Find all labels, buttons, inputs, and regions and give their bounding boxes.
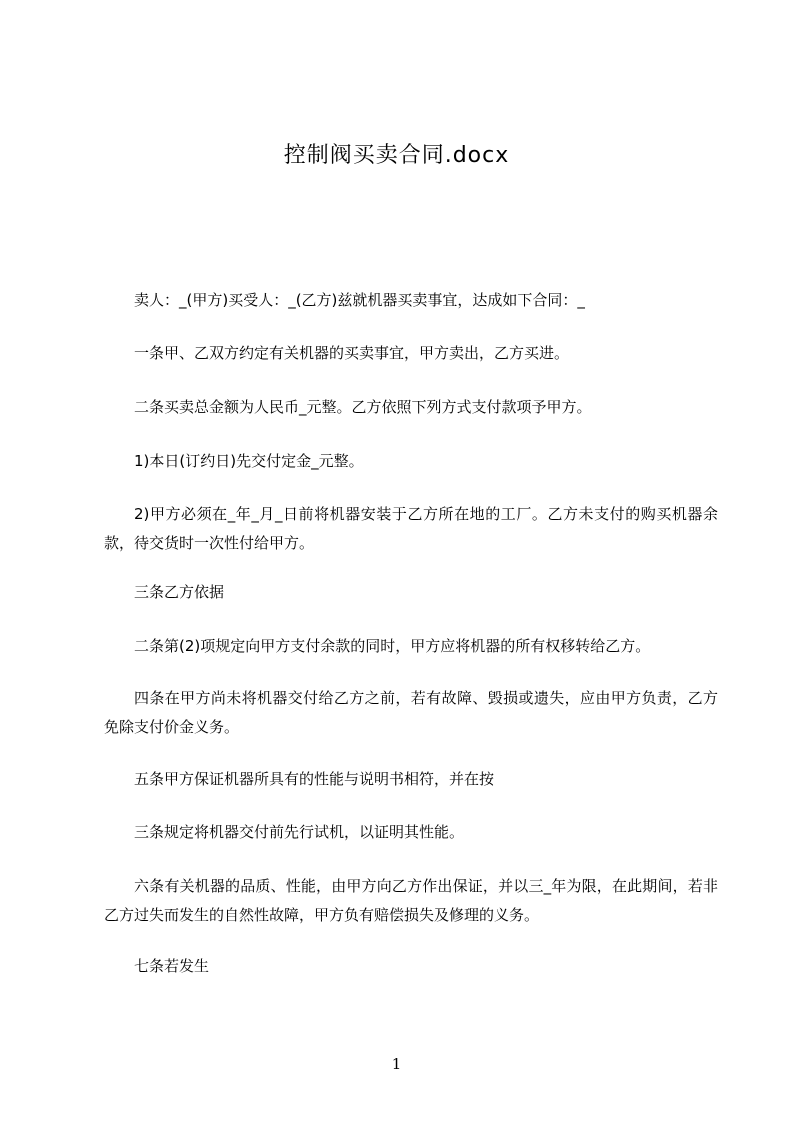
paragraph-preamble: 卖人：_(甲方)买受人：_(乙方)兹就机器买卖事宜，达成如下合同：_ xyxy=(134,291,585,309)
paragraph-clause-7: 七条若发生 xyxy=(134,957,210,975)
document-title: 控制阀买卖合同.docx xyxy=(283,143,510,168)
paragraph-clause-5: 五条甲方保证机器所具有的性能与说明书相符，并在按 xyxy=(134,770,495,788)
paragraph-clause-4: 四条在甲方尚未将机器交付给乙方之前，若有故障、毁损或遗失，应由甲方负责，乙方免除支付价金义务。 xyxy=(104,689,718,736)
paragraph-clause-1: 一条甲、乙双方约定有关机器的买卖事宜，甲方卖出，乙方买进。 xyxy=(134,344,570,362)
paragraph-clause-3-continued: 二条第(2)项规定向甲方支付余款的同时，甲方应将机器的所有权移转给乙方。 xyxy=(134,637,651,655)
paragraph-clause-2-item-2: 2)甲方必须在_年_月_日前将机器安装于乙方所在地的工厂。乙方未支付的购买机器余款，待交货时一次性付给甲方。 xyxy=(104,505,718,552)
paragraph-clause-5-continued: 三条规定将机器交付前先行试机，以证明其性能。 xyxy=(134,823,465,841)
paragraph-clause-2-item-1: 1)本日(订约日)先交付定金_元整。 xyxy=(134,452,364,470)
page-number: 1 xyxy=(391,1055,402,1073)
paragraph-clause-2: 二条买卖总金额为人民币_元整。乙方依照下列方式支付款项予甲方。 xyxy=(134,398,592,416)
paragraph-clause-3: 三条乙方依据 xyxy=(134,583,225,601)
paragraph-clause-6: 六条有关机器的品质、性能，由甲方向乙方作出保证，并以三_年为限，在此期间，若非乙方过失而发生的自然性故障，甲方负有赔偿损失及修理的义务。 xyxy=(104,877,718,924)
